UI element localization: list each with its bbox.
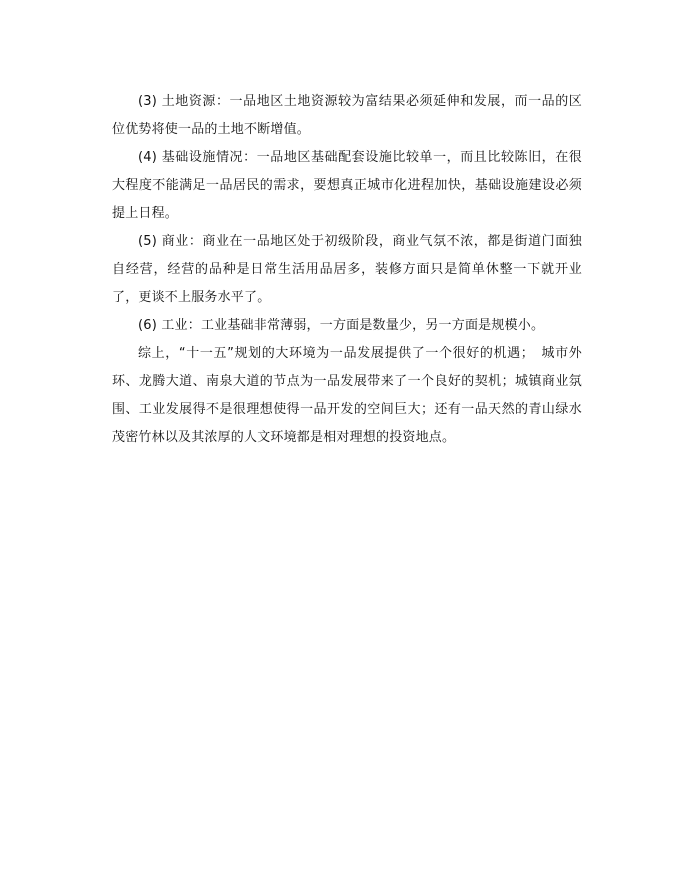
paragraph-summary: 综上，“十一五”规划的大环境为一品发展提供了一个很好的机遇； 城市外环、龙腾大道、南泉大道的节点为一品发展带来了一个良好的契机；城镇商业氛围、工业发展得不是很理想使得一品开发的空间巨大；还有一品天然的青山绿水茂密竹林以及其浓厚的人文环境都是相对理想的投资地点。 bbox=[112, 346, 582, 445]
paragraph-infrastructure: (4) 基础设施情况：一品地区基础配套设施比较单一，而且比较陈旧，在很大程度不能满足一品居民的需求，要想真正城市化进程加快，基础设施建设必须提上日程。 bbox=[112, 150, 582, 221]
paragraph-commerce: (5) 商业：商业在一品地区处于初级阶段，商业气氛不浓，都是街道门面独自经营，经营的品种是日常生活用品居多，装修方面只是简单休整一下就开业了，更谈不上服务水平了。 bbox=[112, 234, 582, 305]
document-body bbox=[112, 88, 582, 452]
paragraph-land-resources: (3) 土地资源：一品地区土地资源较为富结果必须延伸和发展，而一品的区位优势将使一品的土地不断增值。 bbox=[112, 94, 582, 137]
paragraph-industry: (6) 工业：工业基础非常薄弱，一方面是数量少，另一方面是规模小。 bbox=[138, 318, 545, 333]
